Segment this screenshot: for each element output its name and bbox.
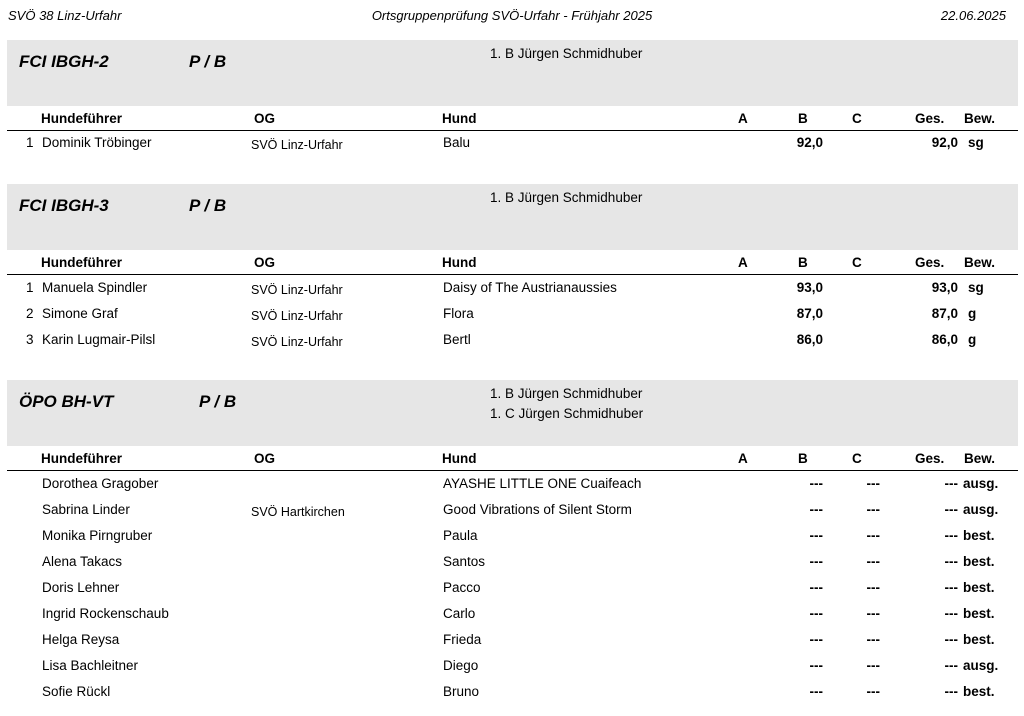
handler-cell: Helga Reysa	[42, 632, 120, 647]
judge-entry: 1. B Jürgen Schmidhuber	[490, 386, 643, 401]
col-c-header: C	[852, 111, 862, 126]
dog-cell: Daisy of The Austrianaussies	[443, 280, 617, 295]
score-b-cell: 87,0	[796, 306, 823, 321]
col-total-header: Ges.	[915, 111, 945, 126]
judge-entry: 1. B Jürgen Schmidhuber	[490, 46, 643, 61]
dog-cell: Diego	[443, 658, 479, 673]
result-row	[0, 304, 1024, 330]
judges-list	[490, 384, 643, 424]
col-b-header: B	[798, 255, 808, 270]
rating-cell: ausg.	[963, 502, 999, 517]
rating-cell: sg	[968, 135, 984, 150]
rating-cell: g	[968, 306, 977, 321]
rating-cell: best.	[963, 528, 995, 543]
score-b-cell: 86,0	[796, 332, 823, 347]
total-cell: ---	[944, 632, 958, 647]
col-dog-header: Hund	[442, 111, 477, 126]
score-b-cell: ---	[809, 632, 823, 647]
dog-cell: Santos	[443, 554, 486, 569]
dog-cell: Bertl	[443, 332, 471, 347]
handler-cell: Sofie Rückl	[42, 684, 111, 699]
result-row	[0, 526, 1024, 552]
col-dog-header: Hund	[442, 255, 477, 270]
col-og-header: OG	[254, 111, 276, 126]
result-row	[0, 133, 1024, 159]
dog-cell: AYASHE LITTLE ONE Cuaifeach	[443, 476, 642, 491]
og-cell: SVÖ Linz-Urfahr	[251, 138, 343, 152]
column-header-row	[0, 252, 1024, 274]
col-total-header: Ges.	[915, 255, 945, 270]
total-cell: 93,0	[931, 280, 958, 295]
col-a-header: A	[738, 111, 748, 126]
total-cell: ---	[944, 528, 958, 543]
col-og-header: OG	[254, 451, 276, 466]
result-row	[0, 278, 1024, 304]
handler-cell: Alena Takacs	[42, 554, 123, 569]
event-date: 22.06.2025	[940, 8, 1006, 23]
og-cell: SVÖ Hartkirchen	[251, 505, 345, 519]
score-b-cell: 92,0	[796, 135, 823, 150]
handler-cell: Monika Pirngruber	[42, 528, 153, 543]
column-header-row	[0, 108, 1024, 130]
judges-list	[490, 188, 642, 208]
col-og-header: OG	[254, 255, 276, 270]
score-b-cell: ---	[809, 554, 823, 569]
column-header-row	[0, 448, 1024, 470]
rating-cell: ausg.	[963, 658, 999, 673]
dog-cell: Pacco	[443, 580, 481, 595]
handler-cell: Karin Lugmair-Pilsl	[42, 332, 156, 347]
header-divider	[7, 470, 1018, 471]
score-c-cell: ---	[866, 658, 880, 673]
judge-entry: 1. B Jürgen Schmidhuber	[490, 190, 643, 205]
rating-cell: best.	[963, 554, 995, 569]
section-title: ÖPO BH-VT	[19, 392, 114, 411]
judges-list	[490, 44, 642, 64]
total-cell: ---	[944, 658, 958, 673]
handler-cell: Dorothea Gragober	[42, 476, 159, 491]
dog-cell: Frieda	[443, 632, 482, 647]
judge-entry: 1. C Jürgen Schmidhuber	[490, 406, 644, 421]
handler-cell: Sabrina Linder	[42, 502, 130, 517]
col-handler-header: Hundeführer	[41, 451, 122, 466]
result-row	[0, 500, 1024, 526]
result-row	[0, 630, 1024, 656]
total-cell: ---	[944, 554, 958, 569]
og-cell: SVÖ Linz-Urfahr	[251, 283, 343, 297]
section-class: P / B	[189, 196, 227, 215]
section-class: P / B	[199, 392, 237, 411]
score-c-cell: ---	[866, 554, 880, 569]
total-cell: 86,0	[931, 332, 958, 347]
total-cell: ---	[944, 476, 958, 491]
score-b-cell: ---	[809, 528, 823, 543]
score-b-cell: 93,0	[796, 280, 823, 295]
score-b-cell: ---	[809, 658, 823, 673]
score-b-cell: ---	[809, 580, 823, 595]
col-c-header: C	[852, 255, 862, 270]
score-b-cell: ---	[809, 476, 823, 491]
score-c-cell: ---	[866, 606, 880, 621]
rank-cell: 1	[26, 280, 34, 295]
section-class: P / B	[189, 52, 227, 71]
rating-cell: best.	[963, 580, 995, 595]
rating-cell: best.	[963, 632, 995, 647]
score-b-cell: ---	[809, 502, 823, 517]
col-c-header: C	[852, 451, 862, 466]
total-cell: ---	[944, 580, 958, 595]
dog-cell: Carlo	[443, 606, 476, 621]
result-row	[0, 330, 1024, 356]
handler-cell: Ingrid Rockenschaub	[42, 606, 169, 621]
result-row	[0, 552, 1024, 578]
rank-cell: 3	[26, 332, 34, 347]
col-handler-header: Hundeführer	[41, 111, 122, 126]
rating-cell: ausg.	[963, 476, 999, 491]
event-title: Ortsgruppenprüfung SVÖ-Urfahr - Frühjahr 2025	[371, 8, 653, 23]
rank-cell: 2	[26, 306, 34, 321]
col-b-header: B	[798, 111, 808, 126]
col-handler-header: Hundeführer	[41, 255, 122, 270]
score-c-cell: ---	[866, 528, 880, 543]
og-cell: SVÖ Linz-Urfahr	[251, 335, 343, 349]
score-b-cell: ---	[809, 684, 823, 699]
header-divider	[7, 130, 1018, 131]
col-total-header: Ges.	[915, 451, 945, 466]
score-b-cell: ---	[809, 606, 823, 621]
score-c-cell: ---	[866, 580, 880, 595]
handler-cell: Dominik Tröbinger	[42, 135, 152, 150]
total-cell: ---	[944, 684, 958, 699]
total-cell: ---	[944, 502, 958, 517]
club-name: SVÖ 38 Linz-Urfahr	[8, 8, 122, 23]
og-cell: SVÖ Linz-Urfahr	[251, 309, 343, 323]
score-c-cell: ---	[866, 502, 880, 517]
col-a-header: A	[738, 451, 748, 466]
rating-cell: sg	[968, 280, 984, 295]
col-dog-header: Hund	[442, 451, 477, 466]
rating-cell: best.	[963, 684, 995, 699]
dog-cell: Bruno	[443, 684, 480, 699]
section-title: FCI IBGH-2	[19, 52, 109, 71]
col-rating-header: Bew.	[964, 111, 996, 126]
handler-cell: Lisa Bachleitner	[42, 658, 139, 673]
rating-cell: best.	[963, 606, 995, 621]
total-cell: 87,0	[931, 306, 958, 321]
dog-cell: Paula	[443, 528, 478, 543]
dog-cell: Flora	[443, 306, 474, 321]
score-c-cell: ---	[866, 632, 880, 647]
dog-cell: Balu	[443, 135, 471, 150]
col-a-header: A	[738, 255, 748, 270]
section-banner	[7, 380, 1018, 446]
dog-cell: Good Vibrations of Silent Storm	[443, 502, 632, 517]
handler-cell: Doris Lehner	[42, 580, 120, 595]
col-b-header: B	[798, 451, 808, 466]
rank-cell: 1	[26, 135, 34, 150]
section-banner	[7, 184, 1018, 250]
col-rating-header: Bew.	[964, 451, 996, 466]
handler-cell: Manuela Spindler	[42, 280, 148, 295]
score-c-cell: ---	[866, 684, 880, 699]
result-row	[0, 682, 1024, 708]
result-row	[0, 604, 1024, 630]
handler-cell: Simone Graf	[42, 306, 118, 321]
result-row	[0, 474, 1024, 500]
result-row	[0, 656, 1024, 682]
col-rating-header: Bew.	[964, 255, 996, 270]
section-title: FCI IBGH-3	[19, 196, 109, 215]
score-c-cell: ---	[866, 476, 880, 491]
section-banner	[7, 40, 1018, 106]
result-row	[0, 578, 1024, 604]
total-cell: 92,0	[931, 135, 958, 150]
header-divider	[7, 274, 1018, 275]
total-cell: ---	[944, 606, 958, 621]
rating-cell: g	[968, 332, 977, 347]
